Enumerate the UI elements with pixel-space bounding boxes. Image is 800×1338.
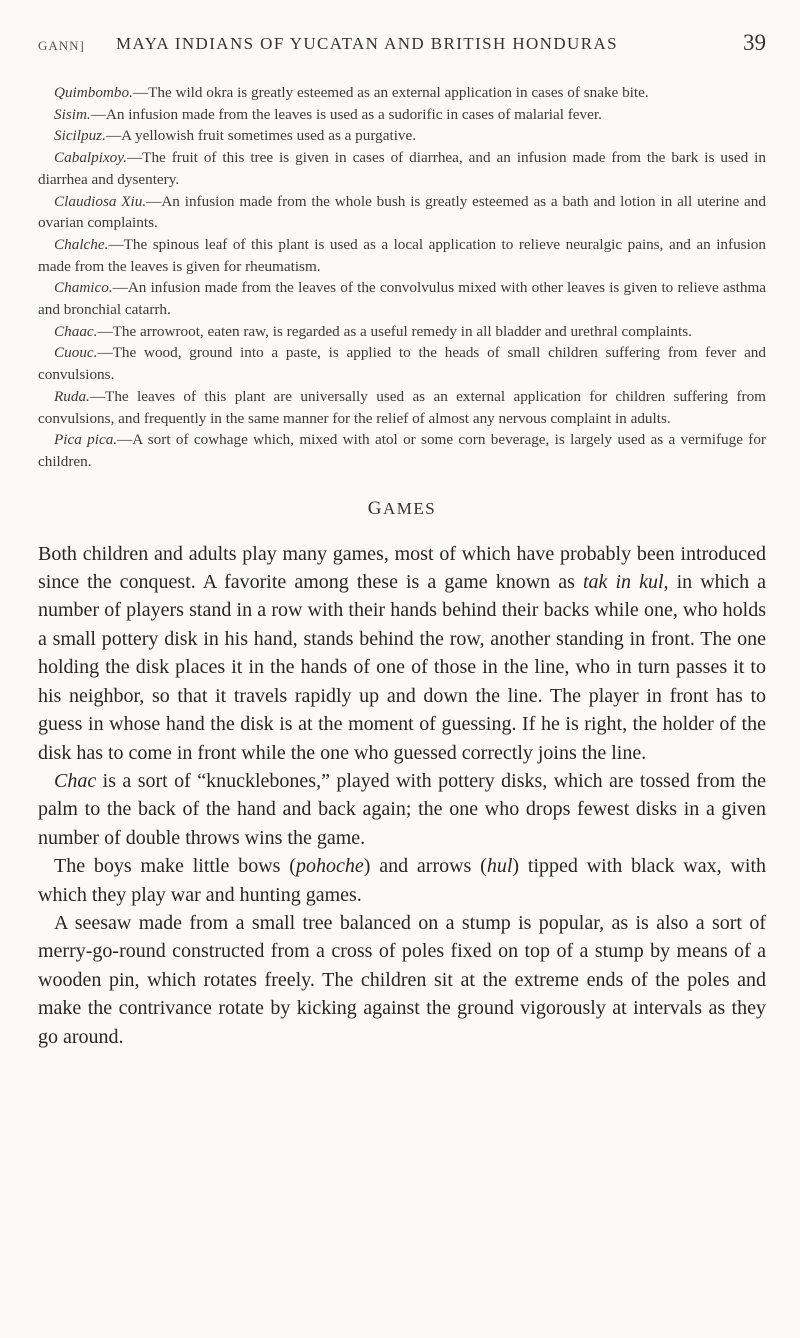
- term-arrows: hul: [486, 855, 513, 878]
- term-bows: pohoche: [295, 855, 364, 878]
- remedy-term: Chaac.: [54, 322, 98, 340]
- game-name: Chac: [54, 769, 97, 792]
- text-run: Both children and adults play many games, most of which have probably been introduced since the conquest. A favorite among these is a game known as: [38, 542, 766, 594]
- remedy-entry: [38, 125, 766, 147]
- remedy-term: Sisim.: [54, 105, 91, 123]
- remedy-entry: [38, 234, 766, 277]
- remedy-entry: [38, 429, 766, 472]
- remedy-term: Chamico.: [54, 279, 113, 297]
- remedy-text: —A sort of cowhage which, mixed with atol or some corn beverage, is largely used as a vermifuge for children.: [38, 431, 766, 470]
- running-title: MAYA INDIANS OF YUCATAN AND BRITISH HONDURAS: [116, 34, 618, 53]
- remedy-entry: [38, 82, 766, 104]
- remedy-text: —An infusion made from the whole bush is greatly esteemed as a bath and lotion in all uterine and ovarian complaints.: [38, 192, 766, 232]
- remedy-text: —An infusion made from the leaves of the convolvulus mixed with other leaves is given to relieve asthma and bronchial catarrh.: [38, 279, 766, 319]
- text-run: The boys make little bows (: [54, 855, 296, 878]
- remedy-term: Ruda.: [54, 387, 90, 405]
- remedy-text: —The leaves of this plant are universally used as an external application for children suffering from convulsions, and frequently in the same manner for the relief of almost any nervous complaint in adults.: [38, 387, 766, 427]
- remedy-entry: [38, 386, 766, 429]
- body-paragraph: [38, 852, 766, 909]
- remedy-term: Chalche.: [54, 235, 109, 253]
- remedy-text: —The arrowroot, eaten raw, is regarded as a useful remedy in all bladder and urethral complaints.: [97, 322, 692, 340]
- text-run: ) tipped with black wax, with which they play war and hunting games.: [38, 855, 766, 906]
- text-run: is a sort of “knucklebones,” played with pottery disks, which are tossed from the palm to the back of the hand and back again; the one who drops fewest disks in a given number of double throws wins the game.: [38, 769, 766, 849]
- remedy-term: Sicilpuz.: [54, 127, 106, 145]
- text-run: , in which a number of players stand in a row with their hands behind their backs while one, who holds a small pottery disk in his hand, stands behind the row, another standing in front. The one holding the disk places it in the hands of one of those in the line, who in turn passes it to his neighbor, so that it travels rapidly up and down the line. The player in front has to guess in whose hand the disk is at the moment of guessing. If he is right, the holder of the disk has to come in front while the one who guessed correctly joins the line.: [38, 571, 767, 764]
- remedy-entry: [38, 104, 766, 126]
- remedy-entry: [38, 191, 766, 234]
- remedy-text: —The wild okra is greatly esteemed as an external application in cases of snake bite.: [132, 84, 649, 101]
- remedy-text: —The wood, ground into a paste, is applied to the heads of small children suffering from fever and convulsions.: [38, 344, 766, 384]
- remedy-text: —The fruit of this tree is given in cases of diarrhea, and an infusion made from the bark is used in diarrhea and dysentery.: [38, 149, 766, 188]
- remedy-entry: [38, 147, 766, 190]
- game-name: tak in kul: [582, 571, 664, 594]
- running-head: [38, 30, 766, 66]
- text-run: ) and arrows (: [363, 855, 487, 878]
- body-paragraph: [38, 540, 766, 767]
- author-tag: GANN]: [38, 38, 85, 53]
- page: [38, 30, 766, 1051]
- remedy-term: Pica pica.: [54, 431, 118, 449]
- page-number: 39: [743, 30, 766, 55]
- remedy-list: [38, 82, 766, 473]
- remedy-text: —The spinous leaf of this plant is used as a local application to relieve neuralgic pains, and an infusion made from the leaves is given for rheumatism.: [38, 235, 766, 275]
- section-heading-games: [38, 498, 766, 520]
- remedy-entry: [38, 342, 766, 385]
- body-paragraph: [38, 767, 766, 852]
- remedy-term: Quimbombo.: [54, 84, 133, 101]
- section-heading-rest: AMES: [383, 498, 437, 518]
- remedy-text: —An infusion made from the leaves is used as a sudorific in cases of malarial fever.: [90, 105, 602, 123]
- remedy-term: Cuouc.: [54, 344, 98, 362]
- remedy-text: —A yellowish fruit sometimes used as a purgative.: [105, 127, 417, 145]
- remedy-term: Cabalpixoy.: [54, 149, 127, 167]
- remedy-term: Claudiosa Xiu.: [54, 192, 147, 210]
- remedy-entry: [38, 321, 766, 343]
- body-paragraph: A seesaw made from a small tree balanced on a stump is popular, as is also a sort of merry-go-round constructed from a cross of poles fixed on top of a stump by means of a wooden pin, which rotates freely. The children sit at the extreme ends of the poles and make the contrivance rotate by kicking against the ground vigorously at intervals as they go around.: [38, 911, 766, 1048]
- section-heading-initial: G: [367, 497, 383, 519]
- remedy-entry: [38, 277, 766, 320]
